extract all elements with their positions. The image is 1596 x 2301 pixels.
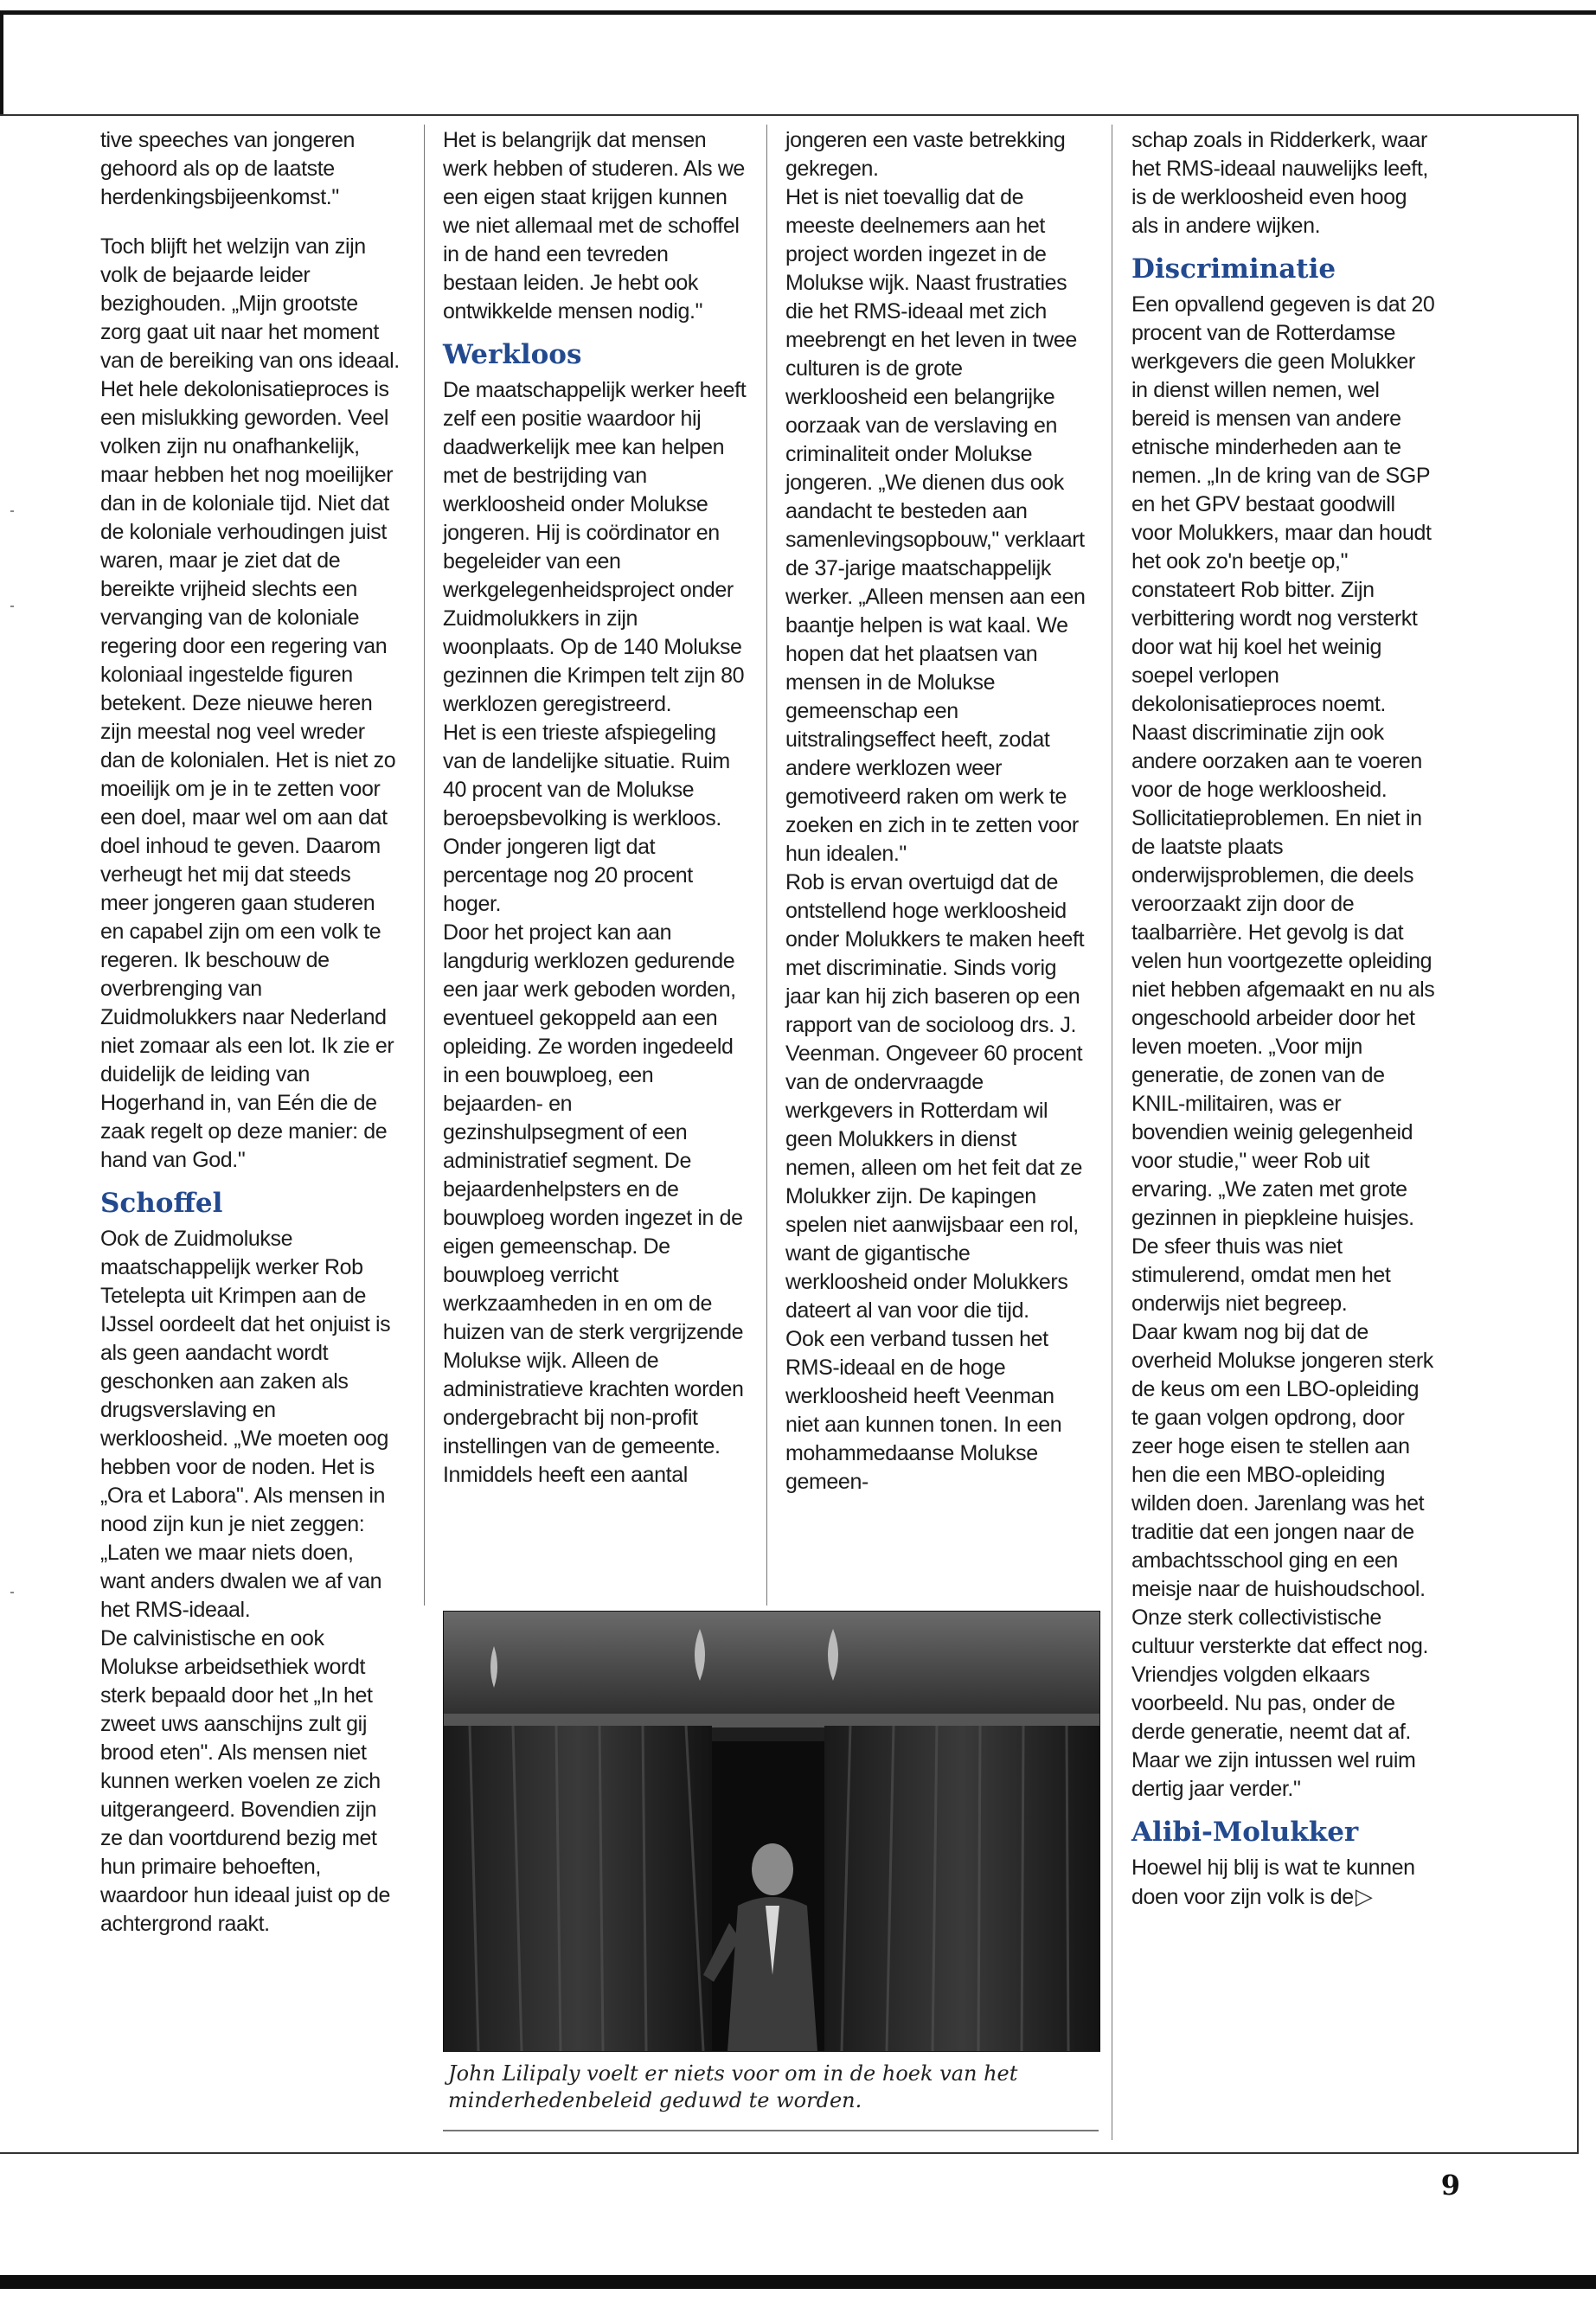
paragraph: Rob is ervan overtuigd dat de ontstellend hoge werkloosheid onder Molukkers te maken heeft met discriminatie. Sinds vorig jaar kan hij zich baseren op een rapport van de socioloog drs. J. Veenman. Ongeveer 60 procent van de ondervraagde werkgevers in Rotterdam wil geen Molukkers in dienst nemen, alleen om het feit dat ze Molukker zijn. De kapingen spelen niet aanwijsbaar een rol, want de gigantische werkloosheid onder Molukkers dateert al van voor die tijd. [785,870,1085,1323]
paragraph: De maatschappelijk werker heeft zelf een positie waardoor hij daadwerkelijk mee kan helpen met de bestrijding van werkloosheid onder Molukse jongeren. Hij is coördinator en begeleider van een werkgelegenheidsproject onder Zuidmolukkers in zijn woonplaats. Op de 140 Molukse gezinnen die Krimpen telt zijn 80 werklozen geregistreerd. [443,378,747,716]
paragraph: Het is belangrijk dat mensen werk hebben of studeren. Als we een eigen staat krijgen kunnen we niet allemaal met de schoffel in de hand een tevreden bestaan leiden. Je hebt ook ontwikkelde mensen nodig." [443,128,745,324]
bottom-rule [0,2275,1596,2289]
section-heading-discriminatie: Discriminatie [1131,253,1336,285]
section-heading-schoffel: Schoffel [100,1188,223,1219]
margin-mark [10,606,14,607]
paragraph: tive speeches van jongeren gehoord als op de laatste herdenkingsbijeenkomst." [100,128,355,209]
paragraph [1131,1854,1436,1912]
paragraph: Toch blijft het welzijn van zijn volk de bejaarde leider bezighouden. „Mijn grootste zorg gaat uit naar het moment van de bereiking van ons ideaal. Het hele dekolonisatieproces is een mislukking geworden. Veel volken zijn nu onafhankelijk, maar hebben het nog moeilijker dan in de koloniale tijd. Niet dat de koloniale verhoudingen juist waren, maar je ziet dat de bereikte vrijheid slechts een vervanging van de koloniale regering door een regering van koloniaal ingestelde figuren betekent. Deze nieuwe heren zijn meestal nog veel wreder dan de kolonialen. Het is niet zo moeilijk om je in te zetten voor een doel, maar wel om aan dat doel inhoud te geven. Daarom verheugt het mij dat steeds meer jongeren gaan studeren en capabel zijn om een volk te regeren. Ik beschouw de overbrenging van Zuidmolukkers naar Nederland niet zomaar als een lot. Ik zie er duidelijk de leiding van Hogerhand in, van Eén die de zaak regelt op deze manier: de hand van God." [100,234,400,1172]
paragraph: Het is een trieste afspiegeling van de landelijke situatie. Ruim 40 procent van de Molukse beroepsbevolking is werkloos. Onder jongeren ligt dat percentage nog 20 procent hoger. [443,721,730,916]
top-rule [0,10,1596,15]
continue-arrow-icon: ▷ [1355,1883,1373,1909]
article-column-4 [1131,126,1436,1912]
paragraph: Ook een verband tussen het RMS-ideaal en de hoge werkloosheid heeft Veenman niet aan kunnen tonen. In een mohammedaanse Molukse gemeen- [785,1327,1062,1494]
article-column-1 [100,126,403,1939]
page-number: 9 [1440,2169,1460,2202]
article-photo [443,1611,1100,2052]
caption-rule [443,2130,1099,2131]
margin-mark [10,510,14,512]
photo-caption: John Lilipaly voelt er niets voor om in de hoek van het minderhedenbeleid geduwd te worden. [448,2061,1018,2112]
paragraph: jongeren een vaste betrekking gekregen. [785,128,1066,181]
paragraph: Door het project kan aan langdurig werklozen gedurende een jaar werk geboden worden, eventueel gekoppeld aan een opleiding. Ze worden ingedeeld in een bouwploeg, een bejaarden- en gezinshulpsegment of een administratief segment. De bejaardenhelpsters en de bouwploeg worden ingezet in de eigen gemeenschap. De bouwploeg verricht werkzaamheden in en om de huizen van de sterk vergrijzende Molukse wijk. Alleen de administratieve krachten worden ondergebracht bij non-profit instellingen van de gemeente. Inmiddels heeft een aantal [443,920,744,1487]
paragraph: Naast discriminatie zijn ook andere oorzaken aan te voeren voor de hoge werkloosheid. Sollicitatieproblemen. En niet in de laatste plaats onderwijsproblemen, die deels veroorzaakt zijn door de taalbarrière. Het gevolg is dat velen hun voortgezette opleiding niet hebben afgemaakt en nu als ongeschoold arbeider door het leven moeten. „Voor mijn generatie, de zonen van de KNIL-militairen, was er bovendien weinig gelegenheid voor studie," weer Rob uit ervaring. „We zaten met grote gezinnen in piepkleine huisjes. De sfeer thuis was niet stimulerend, omdat men het onderwijs niet begreep. [1131,721,1435,1316]
paragraph: Ook de Zuidmolukse maatschappelijk werker Rob Tetelepta uit Krimpen aan de IJssel oordeelt dat het onjuist is als geen aandacht wordt geschonken aan zaken als drugsverslaving en werkloosheid. „We moeten oog hebben voor de noden. Het is „Ora et Labora". Als mensen in nood zijn kun je niet zeggen: „Laten we maar niets doen, want anders dwalen we af van het RMS-ideaal. [100,1227,391,1622]
paragraph: Daar kwam nog bij dat de overheid Molukse jongeren sterk de keus om een LBO-opleiding te gaan volgen opdrong, door zeer hoge eisen te stellen aan hen die een MBO-opleiding wilden doen. Jarenlang was het traditie dat een jongen naar de ambachtsschool ging en een meisje naar de huishoudschool. Onze sterk collectivistische cultuur versterkte dat effect nog. Vriendjes volgden elkaars voorbeeld. Nu pas, onder de derde generatie, neemt dat af. Maar we zijn intussen wel ruim dertig jaar verder." [1131,1320,1433,1801]
column-divider [424,125,425,1606]
margin-mark [10,1592,14,1593]
paragraph-text: Hoewel hij blij is wat te kunnen doen voor zijn volk is de [1131,1856,1415,1909]
paragraph: Het is niet toevallig dat de meeste deelnemers aan het project worden ingezet in de Molukse wijk. Naast frustraties die het RMS-ideaal met zich meebrengt en het leven in twee culturen is de grote werkloosheid een belangrijke oorzaak van de verslaving en criminaliteit onder Molukse jongeren. „We dienen dus ook aandacht te besteden aan samenlevingsopbouw," verklaart de 37-jarige maatschappelijk werker. „Alleen mensen aan een baantje helpen is wat kaal. We hopen dat het plaatsen van mensen in de Molukse gemeenschap een uitstralingseffect heeft, zodat andere werklozen weer gemotiveerd raken om werk te zoeken en zich in te zetten voor hun idealen." [785,185,1086,866]
paragraph: Een opvallend gegeven is dat 20 procent van de Rotterdamse werkgevers die geen Molukker in dienst willen nemen, wel bereid is mensen van andere etnische minderheden aan te nemen. „In de kring van de SGP en het GPV bestaat goodwill voor Molukkers, maar dan houdt het ook zo'n beetje op," constateert Rob bitter. Zijn verbittering wordt nog versterkt door wat hij koel het weinig soepel verlopen dekolonisatieproces noemt. [1131,292,1435,716]
section-heading-werkloos: Werkloos [443,339,582,370]
paragraph: De calvinistische en ook Molukse arbeidsethiek wordt sterk bepaald door het „In het zweet uws aanschijns zult gij brood eten". Als mensen niet kunnen werken voelen ze zich uitgerangeerd. Bovendien zijn ze dan voortdurend bezig met hun primaire behoeften, waardoor hun ideaal juist op de achtergrond raakt. [100,1626,391,1936]
paragraph: schap zoals in Ridderkerk, waar het RMS-ideaal nauwelijks leeft, is de werkloosheid even hoog als in andere wijken. [1131,128,1428,238]
column-divider [766,125,767,1606]
left-margin-rule [0,12,3,114]
section-heading-alibi-molukker: Alibi-Molukker [1131,1817,1359,1848]
article-column-3 [785,126,1090,1497]
